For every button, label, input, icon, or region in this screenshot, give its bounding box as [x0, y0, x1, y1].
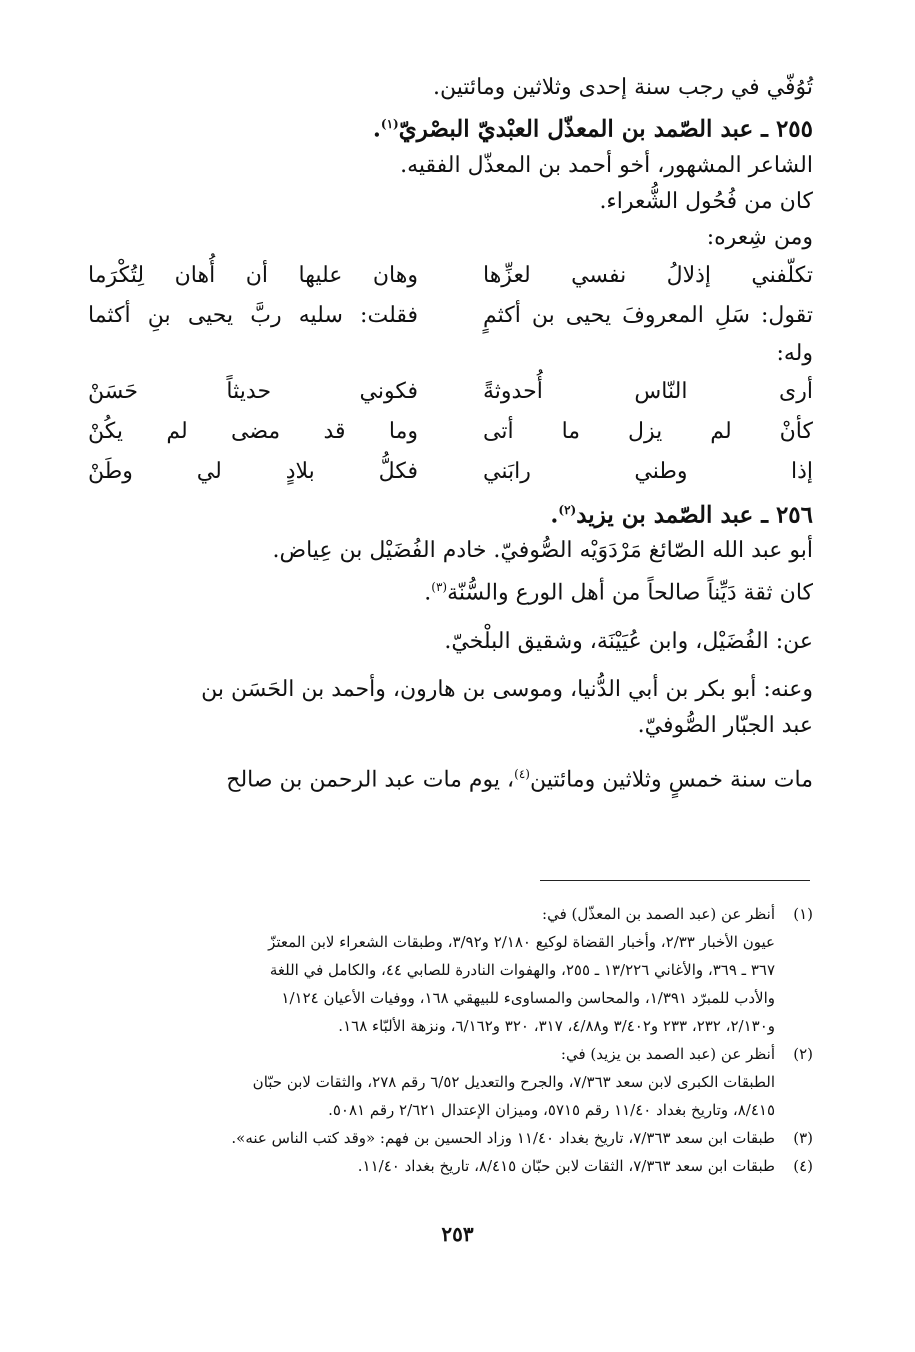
footnote-ref-1: (١): [380, 117, 399, 131]
footnote-1: [88, 900, 813, 1040]
footnote-1-line-2: عيون الأخبار ٢/٣٣، وأخبار القضاة لوكيع ٢/١٨٠ و٣/٩٢، وطبقات الشعراء لابن المعتزّ: [268, 933, 775, 951]
footnote-1-line-1: أنظر عن (عبد الصمد بن المعذّل) في:: [542, 905, 775, 923]
entry-256-narrators-cont: عبد الجبّار الصُّوفيّ.: [637, 712, 813, 738]
verse-1-second: وهان عليها أن أُهان لِتُكْرَما: [88, 262, 418, 288]
footnote-2-number: (٢): [793, 1045, 813, 1063]
footnote-2: [88, 1040, 813, 1124]
verse-5-second: فكلُّ بلادٍ لي وطَنْ: [88, 458, 418, 484]
entry-256-death: [88, 756, 813, 798]
main-text: [88, 70, 813, 798]
verse-3-first: أرى النّاس أُحدوثةً: [483, 378, 813, 404]
footnote-3: [88, 1124, 813, 1152]
verse-2: [88, 296, 813, 336]
footnotes: [88, 900, 813, 1180]
entry-256-trust-text: كان ثقة دَيِّناً صالحاً من أهل الورع والسُّنّة: [447, 580, 813, 606]
entry-256-name: أبو عبد الله الصّائغ مَرْدَوَيْه الصُّوفيّ. خادم الفُضَيْل بن عِياض.: [272, 538, 813, 564]
footnote-1-line-3: ٣٦٧ ـ ٣٦٩، والأغاني ١٣/٢٢٦ ـ ٢٥٥، والهفوات النادرة للصابي ٤٤، والكامل في اللغة: [269, 961, 775, 979]
verse-1: [88, 256, 813, 296]
footnote-1-line-5: و٢/١٣٠، ٢٣٢، ٢٣٣ و٣/٤٠٢ و٤/٨٨، ٣١٧، ٣٢٠ و٦/١٦٢، ونزهة الألبّاء ١٦٨.: [338, 1017, 775, 1035]
verse-3: [88, 372, 813, 412]
entry-256-from: عن: الفُضَيْل، وابن عُيَيْنَة، وشقيق البلْخيّ.: [444, 628, 813, 654]
entry-255-poet: كان من فُحُول الشُّعراء.: [599, 188, 813, 214]
footnote-2-line-1: أنظر عن (عبد الصمد بن يزيد) في:: [560, 1045, 775, 1063]
verse-2-second: فقلت: سليه ربَّ يحيى بنِ أكثما: [88, 302, 418, 328]
footnote-ref-2: (٢): [558, 502, 577, 517]
verse-4: [88, 412, 813, 452]
poetry-intro: ومن شِعره:: [706, 224, 813, 250]
entry-256-death-a: مات سنة خمسٍ وثلاثين ومائتين: [529, 766, 813, 792]
entry-256-title: ٢٥٦ ـ عبد الصّمد بن يزيد: [576, 501, 813, 529]
verse-2-first: تقول: سَلِ المعروفَ يحيى بن أكثمٍ: [483, 302, 813, 328]
entry-256-heading: ٢٥٦ ـ عبد الصّمد بن يزيد$^{(٢)}$.: [550, 501, 813, 529]
verse-1-first: تكلّفني إذلالُ نفسي لعزِّها: [483, 262, 813, 288]
footnote-4: [88, 1152, 813, 1180]
footnote-1-line-4: والأدب للمبرّد ١/٣٩١، والمحاسن والمساوىء للبيهقي ١٦٨، ووفيات الأعيان ١/١٢٤: [281, 989, 775, 1007]
footnote-3-line-1: طبقات ابن سعد ٧/٣٦٣، تاريخ بغداد ١١/٤٠ وزاد الحسين بن فهم: «وقد كتب الناس عنه».: [231, 1129, 775, 1147]
entry-255-title: ٢٥٥ ـ عبد الصّمد بن المعذّل العبْديّ البصْريّ: [398, 115, 813, 143]
verse-4-first: كأنْ لم يزل ما أتى: [483, 418, 813, 444]
entry-256-trust: كان ثقة دَيِّناً صالحاً من أهل الورع والسُّنّة$^{(٣)}$.: [424, 580, 813, 606]
footnote-1-number: (١): [793, 905, 813, 923]
verse-5-first: إذا وطني رابَني: [483, 458, 813, 484]
entry-256-death-b: ، يوم مات عبد الرحمن بن صالح: [226, 766, 515, 792]
footnote-2-line-3: ٨/٤١٥، وتاريخ بغداد ١١/٤٠ رقم ٥٧١٥، وميزان الإعتدال ٢/٦٢١ رقم ٥٠٨١.: [328, 1101, 775, 1119]
entry-256-narrators: وعنه: أبو بكر بن أبي الدُّنيا، وموسى بن هارون، وأحمد بن الحَسَن بن: [201, 676, 813, 702]
entry-255-heading: ٢٥٥ ـ عبد الصّمد بن المعذّل العبْديّ البصْريّ$^{(١)}$.: [372, 115, 813, 143]
entry-255-desc: الشاعر المشهور، أخو أحمد بن المعذّل الفقيه.: [400, 152, 813, 178]
verse-5: [88, 452, 813, 492]
page-number: ٢٥٣: [441, 1222, 474, 1246]
footnote-3-number: (٣): [793, 1129, 813, 1147]
footnote-ref-4: (٤): [514, 766, 530, 781]
verse-3-second: فكوني حديثاً حَسَنْ: [88, 378, 418, 404]
verse-4-second: وما قد مضى لم يكُنْ: [88, 418, 418, 444]
poetry-intro-2: وله:: [776, 340, 813, 366]
footnote-4-line-1: طبقات ابن سعد ٧/٣٦٣، الثقات لابن حبّان ٨/٤١٥، تاريخ بغداد ١١/٤٠.: [357, 1157, 775, 1175]
footnote-divider: [540, 880, 810, 881]
footnote-ref-3: (٣): [431, 580, 448, 595]
death-line: تُوُفّي في رجب سنة إحدى وثلاثين ومائتين.: [433, 75, 813, 100]
footnote-4-number: (٤): [793, 1157, 813, 1175]
footnote-2-line-2: الطبقات الكبرى لابن سعد ٧/٣٦٣، والجرح والتعديل ٦/٥٢ رقم ٢٧٨، والثقات لابن حبّان: [252, 1073, 775, 1091]
